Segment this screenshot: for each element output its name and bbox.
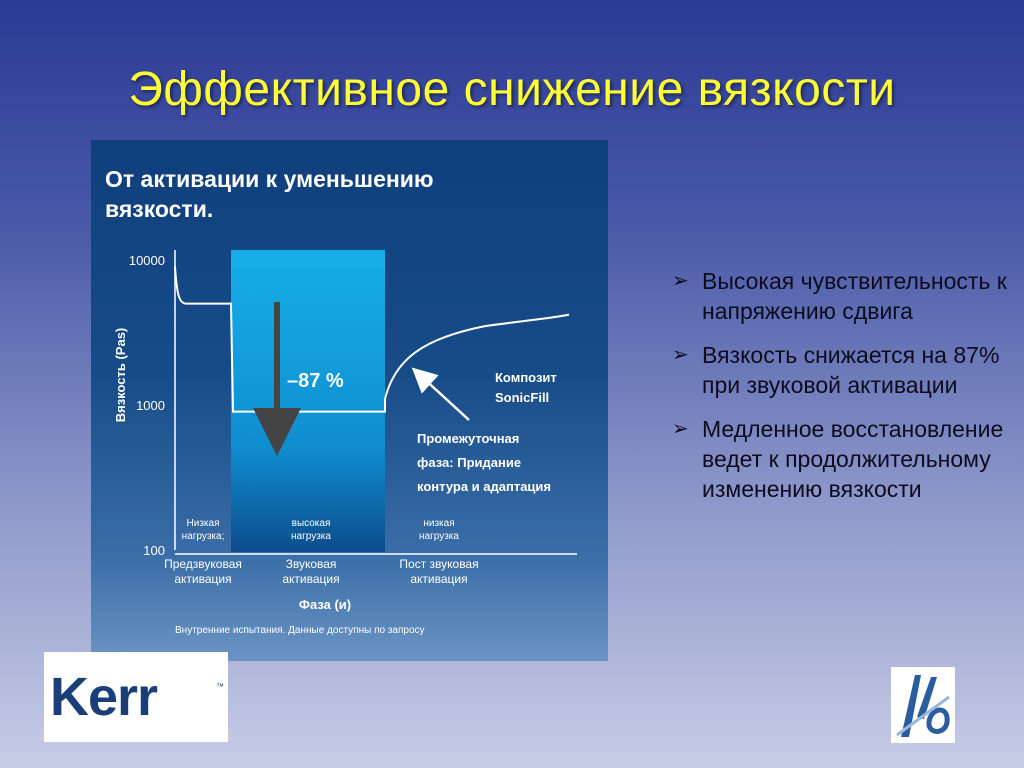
y-tick-label: 100 — [143, 543, 165, 558]
annotation-pointer-arrow-icon — [421, 376, 469, 420]
phase-name-label: активация — [174, 572, 232, 586]
arrow-bullet-icon: ➢ — [672, 270, 689, 292]
y-tick-label: 10000 — [128, 253, 165, 268]
phase-load-label: низкая — [423, 518, 455, 529]
chart-title-line-2: вязкости. — [105, 196, 214, 222]
slide-title: Эффективное снижение вязкости — [128, 63, 896, 116]
annotation-phase-line: фаза: Придание — [417, 455, 522, 470]
bullet-list — [670, 266, 1010, 518]
y-tick-label: 1000 — [136, 398, 165, 413]
arrow-bullet-icon: ➢ — [672, 344, 689, 366]
bullet-item — [670, 266, 1010, 326]
phase-load-label: Низкая — [186, 518, 220, 529]
phase-name-label: Предзвуковая — [164, 557, 242, 571]
phase-name-label: активация — [410, 572, 468, 586]
sonic-phase-highlight — [231, 250, 385, 552]
phase-name-label: Звуковая — [285, 557, 337, 571]
annotation-composite-line: Композит — [495, 370, 557, 385]
annotation-phase-line: контура и адаптация — [417, 479, 551, 494]
chart-panel — [91, 140, 608, 661]
drop-percent-label: –87 % — [287, 370, 344, 392]
kerr-logo-text: Kerr — [50, 667, 158, 727]
annotation-phase-line: Промежуточная — [417, 431, 520, 446]
annotation-composite-line: SonicFill — [495, 390, 550, 405]
phase-load-label: высокая — [291, 518, 331, 529]
bullet-item — [670, 414, 1010, 504]
phase-load-label: нагрузка — [419, 531, 459, 542]
x-axis-label: Фаза (и) — [298, 597, 352, 612]
partner-logo-icon — [891, 667, 955, 743]
bullet-text: Медленное восстановление ведет к продолжительному изменению вязкости — [702, 416, 1004, 502]
chart-footnote: Внутренние испытания. Данные доступны по запросу — [175, 625, 425, 636]
phase-name-label: Пост звуковая — [399, 557, 479, 571]
phase-load-label: нагрузка — [291, 531, 331, 542]
chart-title-line-1: От активации к уменьшению — [105, 166, 434, 192]
kerr-logo — [44, 652, 228, 742]
bullet-text: Вязкость снижается на 87% при звуковой активации — [702, 342, 1000, 398]
kerr-logo-tm: ™ — [216, 682, 224, 691]
y-axis-label: Вязкость (Pas) — [113, 327, 128, 423]
arrow-bullet-icon: ➢ — [672, 418, 689, 440]
viscosity-chart — [91, 140, 608, 661]
phase-name-label: активация — [282, 572, 340, 586]
bullet-item — [670, 340, 1010, 400]
bullet-text: Высокая чувствительность к напряжению сдвига — [702, 268, 1007, 324]
phase-load-label: нагрузка; — [181, 531, 225, 542]
